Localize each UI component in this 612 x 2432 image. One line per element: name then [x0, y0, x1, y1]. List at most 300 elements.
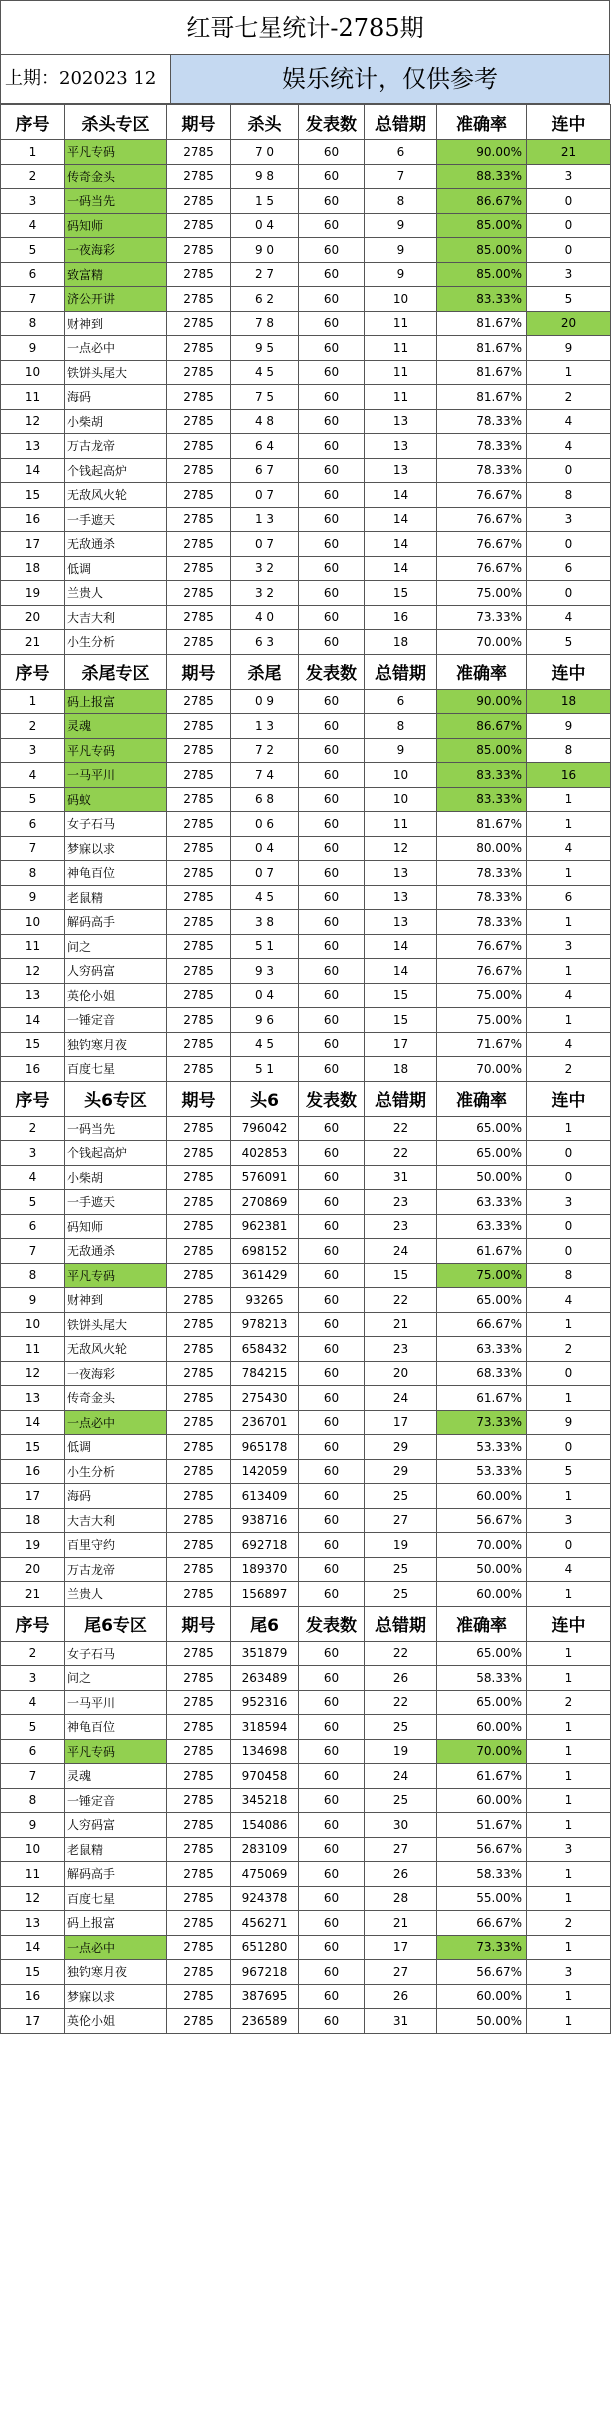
cell-posts: 60 [299, 1837, 365, 1862]
cell-rate: 70.00% [437, 1533, 527, 1558]
cell-wrong: 21 [365, 1911, 437, 1936]
cell-name: 无敌通杀 [65, 532, 167, 557]
cell-period: 2785 [167, 1666, 231, 1691]
cell-value: 6 2 [231, 287, 299, 312]
cell-period: 2785 [167, 605, 231, 630]
cell-value: 7 5 [231, 385, 299, 410]
cell-posts: 60 [299, 434, 365, 459]
table-row [1, 458, 611, 483]
cell-posts: 60 [299, 1984, 365, 2009]
cell-name: 致富精 [65, 262, 167, 287]
cell-no: 20 [1, 605, 65, 630]
cell-streak: 5 [527, 287, 611, 312]
cell-value: 4 5 [231, 1032, 299, 1057]
header-rate: 准确率 [437, 105, 527, 140]
cell-no: 12 [1, 409, 65, 434]
cell-rate: 76.67% [437, 959, 527, 984]
cell-value: 7 8 [231, 311, 299, 336]
cell-posts: 60 [299, 140, 365, 165]
cell-posts: 60 [299, 1886, 365, 1911]
header-wrong: 总错期 [365, 1081, 437, 1116]
cell-no: 13 [1, 983, 65, 1008]
table-row [1, 1484, 611, 1509]
cell-no: 17 [1, 2009, 65, 2034]
cell-name: 传奇金头 [65, 164, 167, 189]
cell-streak: 5 [527, 1459, 611, 1484]
cell-no: 16 [1, 1459, 65, 1484]
cell-streak: 1 [527, 1008, 611, 1033]
header-wrong: 总错期 [365, 105, 437, 140]
cell-name: 铁饼头尾大 [65, 1312, 167, 1337]
cell-wrong: 31 [365, 2009, 437, 2034]
cell-name: 一锤定音 [65, 1788, 167, 1813]
cell-no: 7 [1, 287, 65, 312]
table-row [1, 1666, 611, 1691]
cell-value: 698152 [231, 1239, 299, 1264]
header-zone: 尾6专区 [65, 1606, 167, 1641]
cell-name: 英伦小姐 [65, 983, 167, 1008]
cell-no: 6 [1, 1214, 65, 1239]
table-row [1, 714, 611, 739]
cell-name: 问之 [65, 1666, 167, 1691]
cell-rate: 86.67% [437, 189, 527, 214]
page-title: 红哥七星统计-2785期 [0, 0, 610, 54]
cell-posts: 60 [299, 738, 365, 763]
cell-period: 2785 [167, 836, 231, 861]
cell-value: 345218 [231, 1788, 299, 1813]
cell-streak: 8 [527, 738, 611, 763]
cell-streak: 6 [527, 556, 611, 581]
cell-period: 2785 [167, 1837, 231, 1862]
cell-posts: 60 [299, 507, 365, 532]
cell-value: 970458 [231, 1764, 299, 1789]
cell-name: 独钓寒月夜 [65, 1032, 167, 1057]
cell-name: 人穷码富 [65, 959, 167, 984]
cell-period: 2785 [167, 1788, 231, 1813]
cell-name: 平凡专码 [65, 738, 167, 763]
table-row [1, 1641, 611, 1666]
cell-posts: 60 [299, 1960, 365, 1985]
cell-rate: 76.67% [437, 532, 527, 557]
cell-rate: 81.67% [437, 812, 527, 837]
cell-name: 低调 [65, 1435, 167, 1460]
cell-value: 576091 [231, 1165, 299, 1190]
table-row [1, 605, 611, 630]
cell-name: 梦寐以求 [65, 836, 167, 861]
cell-wrong: 26 [365, 1666, 437, 1691]
cell-wrong: 29 [365, 1435, 437, 1460]
cell-period: 2785 [167, 1165, 231, 1190]
cell-value: 236589 [231, 2009, 299, 2034]
cell-streak: 4 [527, 1032, 611, 1057]
table-row [1, 1008, 611, 1033]
cell-name: 百度七星 [65, 1886, 167, 1911]
cell-name: 老鼠精 [65, 1837, 167, 1862]
cell-streak: 5 [527, 630, 611, 655]
cell-value: 3 8 [231, 910, 299, 935]
cell-posts: 60 [299, 385, 365, 410]
cell-name: 一码当先 [65, 1116, 167, 1141]
cell-posts: 60 [299, 1141, 365, 1166]
cell-rate: 65.00% [437, 1641, 527, 1666]
cell-streak: 6 [527, 885, 611, 910]
cell-wrong: 11 [365, 336, 437, 361]
cell-wrong: 18 [365, 1057, 437, 1082]
cell-streak: 1 [527, 1935, 611, 1960]
cell-value: 9 6 [231, 1008, 299, 1033]
cell-posts: 60 [299, 836, 365, 861]
table-row [1, 787, 611, 812]
cell-streak: 8 [527, 483, 611, 508]
cell-value: 275430 [231, 1386, 299, 1411]
cell-value: 1 5 [231, 189, 299, 214]
cell-value: 924378 [231, 1886, 299, 1911]
cell-period: 2785 [167, 910, 231, 935]
cell-period: 2785 [167, 1533, 231, 1558]
cell-value: 952316 [231, 1690, 299, 1715]
last-period: 上期：202023 12 [1, 55, 171, 103]
cell-value: 796042 [231, 1116, 299, 1141]
cell-wrong: 13 [365, 458, 437, 483]
cell-rate: 75.00% [437, 1008, 527, 1033]
header-zone: 杀头专区 [65, 105, 167, 140]
cell-rate: 81.67% [437, 336, 527, 361]
section-header-row [1, 1606, 611, 1641]
cell-rate: 66.67% [437, 1911, 527, 1936]
cell-period: 2785 [167, 189, 231, 214]
cell-name: 兰贵人 [65, 1582, 167, 1607]
table-row [1, 1057, 611, 1082]
cell-posts: 60 [299, 959, 365, 984]
cell-period: 2785 [167, 1116, 231, 1141]
cell-no: 14 [1, 458, 65, 483]
cell-name: 一手遮天 [65, 507, 167, 532]
cell-posts: 60 [299, 934, 365, 959]
cell-period: 2785 [167, 1057, 231, 1082]
cell-value: 283109 [231, 1837, 299, 1862]
cell-posts: 60 [299, 1533, 365, 1558]
cell-no: 13 [1, 434, 65, 459]
cell-no: 5 [1, 1190, 65, 1215]
section-header-row [1, 105, 611, 140]
table-row [1, 959, 611, 984]
table-row [1, 1337, 611, 1362]
cell-value: 1 3 [231, 714, 299, 739]
cell-value: 93265 [231, 1288, 299, 1313]
cell-rate: 83.33% [437, 787, 527, 812]
cell-name: 解码高手 [65, 1862, 167, 1887]
cell-wrong: 18 [365, 630, 437, 655]
table-row [1, 812, 611, 837]
cell-period: 2785 [167, 409, 231, 434]
cell-streak: 0 [527, 532, 611, 557]
table-row [1, 1837, 611, 1862]
table-row [1, 287, 611, 312]
cell-name: 传奇金头 [65, 1386, 167, 1411]
cell-wrong: 13 [365, 885, 437, 910]
cell-name: 海码 [65, 385, 167, 410]
cell-posts: 60 [299, 1312, 365, 1337]
cell-streak: 0 [527, 213, 611, 238]
cell-no: 20 [1, 1557, 65, 1582]
cell-rate: 60.00% [437, 1984, 527, 2009]
cell-wrong: 13 [365, 409, 437, 434]
cell-rate: 81.67% [437, 385, 527, 410]
cell-rate: 63.33% [437, 1214, 527, 1239]
cell-value: 270869 [231, 1190, 299, 1215]
cell-rate: 70.00% [437, 1057, 527, 1082]
cell-posts: 60 [299, 1813, 365, 1838]
cell-period: 2785 [167, 1886, 231, 1911]
cell-streak: 0 [527, 1435, 611, 1460]
table-row [1, 1288, 611, 1313]
cell-value: 4 5 [231, 885, 299, 910]
table-row [1, 1361, 611, 1386]
cell-name: 平凡专码 [65, 1739, 167, 1764]
table-row [1, 1263, 611, 1288]
table-row [1, 1141, 611, 1166]
cell-posts: 60 [299, 885, 365, 910]
cell-value: 0 7 [231, 861, 299, 886]
cell-posts: 60 [299, 1435, 365, 1460]
cell-no: 8 [1, 861, 65, 886]
cell-streak: 3 [527, 1960, 611, 1985]
cell-wrong: 10 [365, 787, 437, 812]
cell-no: 16 [1, 1984, 65, 2009]
cell-streak: 3 [527, 1508, 611, 1533]
cell-name: 码知师 [65, 213, 167, 238]
table-row [1, 1935, 611, 1960]
table-row [1, 738, 611, 763]
cell-period: 2785 [167, 336, 231, 361]
cell-period: 2785 [167, 164, 231, 189]
subtitle-row [0, 54, 610, 104]
cell-value: 361429 [231, 1263, 299, 1288]
cell-name: 人穷码富 [65, 1813, 167, 1838]
cell-no: 6 [1, 1739, 65, 1764]
cell-posts: 60 [299, 714, 365, 739]
cell-wrong: 14 [365, 934, 437, 959]
cell-wrong: 15 [365, 581, 437, 606]
cell-wrong: 8 [365, 714, 437, 739]
cell-no: 3 [1, 738, 65, 763]
cell-posts: 60 [299, 1788, 365, 1813]
cell-name: 小柴胡 [65, 1165, 167, 1190]
cell-no: 11 [1, 1337, 65, 1362]
cell-name: 大吉大利 [65, 1508, 167, 1533]
cell-period: 2785 [167, 1764, 231, 1789]
cell-posts: 60 [299, 483, 365, 508]
cell-rate: 85.00% [437, 213, 527, 238]
cell-value: 651280 [231, 1935, 299, 1960]
cell-name: 无敌风火轮 [65, 1337, 167, 1362]
cell-value: 236701 [231, 1410, 299, 1435]
cell-streak: 3 [527, 507, 611, 532]
cell-rate: 65.00% [437, 1288, 527, 1313]
table-row [1, 189, 611, 214]
cell-no: 15 [1, 1960, 65, 1985]
cell-period: 2785 [167, 1386, 231, 1411]
cell-value: 3 2 [231, 581, 299, 606]
cell-no: 8 [1, 1788, 65, 1813]
cell-value: 658432 [231, 1337, 299, 1362]
cell-wrong: 7 [365, 164, 437, 189]
cell-streak: 0 [527, 238, 611, 263]
cell-name: 一点必中 [65, 336, 167, 361]
header-no: 序号 [1, 654, 65, 689]
cell-wrong: 25 [365, 1788, 437, 1813]
cell-no: 14 [1, 1410, 65, 1435]
cell-wrong: 15 [365, 1008, 437, 1033]
cell-period: 2785 [167, 689, 231, 714]
cell-value: 351879 [231, 1641, 299, 1666]
cell-period: 2785 [167, 262, 231, 287]
cell-name: 灵魂 [65, 714, 167, 739]
cell-period: 2785 [167, 360, 231, 385]
cell-period: 2785 [167, 787, 231, 812]
cell-period: 2785 [167, 556, 231, 581]
cell-wrong: 11 [365, 812, 437, 837]
cell-wrong: 31 [365, 1165, 437, 1190]
cell-streak: 0 [527, 1239, 611, 1264]
table-row [1, 934, 611, 959]
cell-no: 3 [1, 1666, 65, 1691]
cell-period: 2785 [167, 1435, 231, 1460]
cell-no: 12 [1, 959, 65, 984]
cell-streak: 9 [527, 336, 611, 361]
cell-posts: 60 [299, 605, 365, 630]
cell-no: 10 [1, 1312, 65, 1337]
cell-period: 2785 [167, 1008, 231, 1033]
cell-streak: 18 [527, 689, 611, 714]
table-row [1, 836, 611, 861]
table-row [1, 885, 611, 910]
header-rate: 准确率 [437, 1081, 527, 1116]
table-row [1, 483, 611, 508]
cell-value: 9 5 [231, 336, 299, 361]
cell-name: 海码 [65, 1484, 167, 1509]
cell-streak: 2 [527, 1057, 611, 1082]
cell-posts: 60 [299, 556, 365, 581]
table-row [1, 630, 611, 655]
cell-no: 21 [1, 630, 65, 655]
cell-posts: 60 [299, 360, 365, 385]
cell-no: 15 [1, 1435, 65, 1460]
table-row [1, 1214, 611, 1239]
header-wrong: 总错期 [365, 654, 437, 689]
cell-period: 2785 [167, 1190, 231, 1215]
cell-period: 2785 [167, 434, 231, 459]
table-row [1, 1715, 611, 1740]
cell-streak: 1 [527, 1739, 611, 1764]
cell-rate: 81.67% [437, 311, 527, 336]
cell-period: 2785 [167, 1410, 231, 1435]
cell-no: 8 [1, 1263, 65, 1288]
cell-no: 15 [1, 483, 65, 508]
cell-posts: 60 [299, 1641, 365, 1666]
header-zone: 头6专区 [65, 1081, 167, 1116]
cell-no: 1 [1, 689, 65, 714]
cell-rate: 53.33% [437, 1435, 527, 1460]
cell-posts: 60 [299, 1862, 365, 1887]
cell-streak: 1 [527, 1715, 611, 1740]
table-row [1, 1764, 611, 1789]
cell-posts: 60 [299, 1057, 365, 1082]
cell-rate: 80.00% [437, 836, 527, 861]
cell-no: 10 [1, 910, 65, 935]
cell-rate: 65.00% [437, 1116, 527, 1141]
table-row [1, 1239, 611, 1264]
cell-value: 456271 [231, 1911, 299, 1936]
cell-streak: 9 [527, 714, 611, 739]
cell-streak: 4 [527, 1288, 611, 1313]
cell-name: 一手遮天 [65, 1190, 167, 1215]
cell-value: 3 2 [231, 556, 299, 581]
cell-name: 解码高手 [65, 910, 167, 935]
cell-posts: 60 [299, 1484, 365, 1509]
cell-no: 4 [1, 1690, 65, 1715]
header-wrong: 总错期 [365, 1606, 437, 1641]
header-posts: 发表数 [299, 1081, 365, 1116]
cell-value: 962381 [231, 1214, 299, 1239]
table-row [1, 1690, 611, 1715]
cell-wrong: 6 [365, 689, 437, 714]
table-row [1, 556, 611, 581]
cell-period: 2785 [167, 1582, 231, 1607]
cell-streak: 1 [527, 360, 611, 385]
table-row [1, 164, 611, 189]
cell-rate: 66.67% [437, 1312, 527, 1337]
disclaimer-banner: 娱乐统计，仅供参考 [171, 55, 609, 103]
cell-wrong: 27 [365, 1960, 437, 1985]
cell-rate: 78.33% [437, 861, 527, 886]
table-row [1, 1032, 611, 1057]
header-no: 序号 [1, 1606, 65, 1641]
cell-name: 神龟百位 [65, 861, 167, 886]
cell-no: 12 [1, 1361, 65, 1386]
table-row [1, 1739, 611, 1764]
cell-name: 一夜海彩 [65, 238, 167, 263]
cell-value: 0 4 [231, 213, 299, 238]
cell-period: 2785 [167, 287, 231, 312]
table-body [1, 105, 611, 2034]
cell-name: 梦寐以求 [65, 1984, 167, 2009]
table-row [1, 1116, 611, 1141]
cell-posts: 60 [299, 763, 365, 788]
cell-wrong: 14 [365, 959, 437, 984]
cell-posts: 60 [299, 1263, 365, 1288]
cell-streak: 3 [527, 1190, 611, 1215]
cell-streak: 1 [527, 1386, 611, 1411]
cell-no: 17 [1, 532, 65, 557]
cell-posts: 60 [299, 287, 365, 312]
cell-streak: 4 [527, 434, 611, 459]
cell-name: 问之 [65, 934, 167, 959]
cell-name: 码知师 [65, 1214, 167, 1239]
cell-wrong: 22 [365, 1116, 437, 1141]
cell-wrong: 6 [365, 140, 437, 165]
cell-no: 3 [1, 1141, 65, 1166]
cell-no: 6 [1, 262, 65, 287]
cell-wrong: 22 [365, 1288, 437, 1313]
cell-no: 7 [1, 836, 65, 861]
cell-rate: 50.00% [437, 1165, 527, 1190]
cell-rate: 61.67% [437, 1239, 527, 1264]
cell-period: 2785 [167, 1935, 231, 1960]
cell-wrong: 17 [365, 1410, 437, 1435]
cell-name: 万古龙帝 [65, 434, 167, 459]
cell-no: 14 [1, 1008, 65, 1033]
